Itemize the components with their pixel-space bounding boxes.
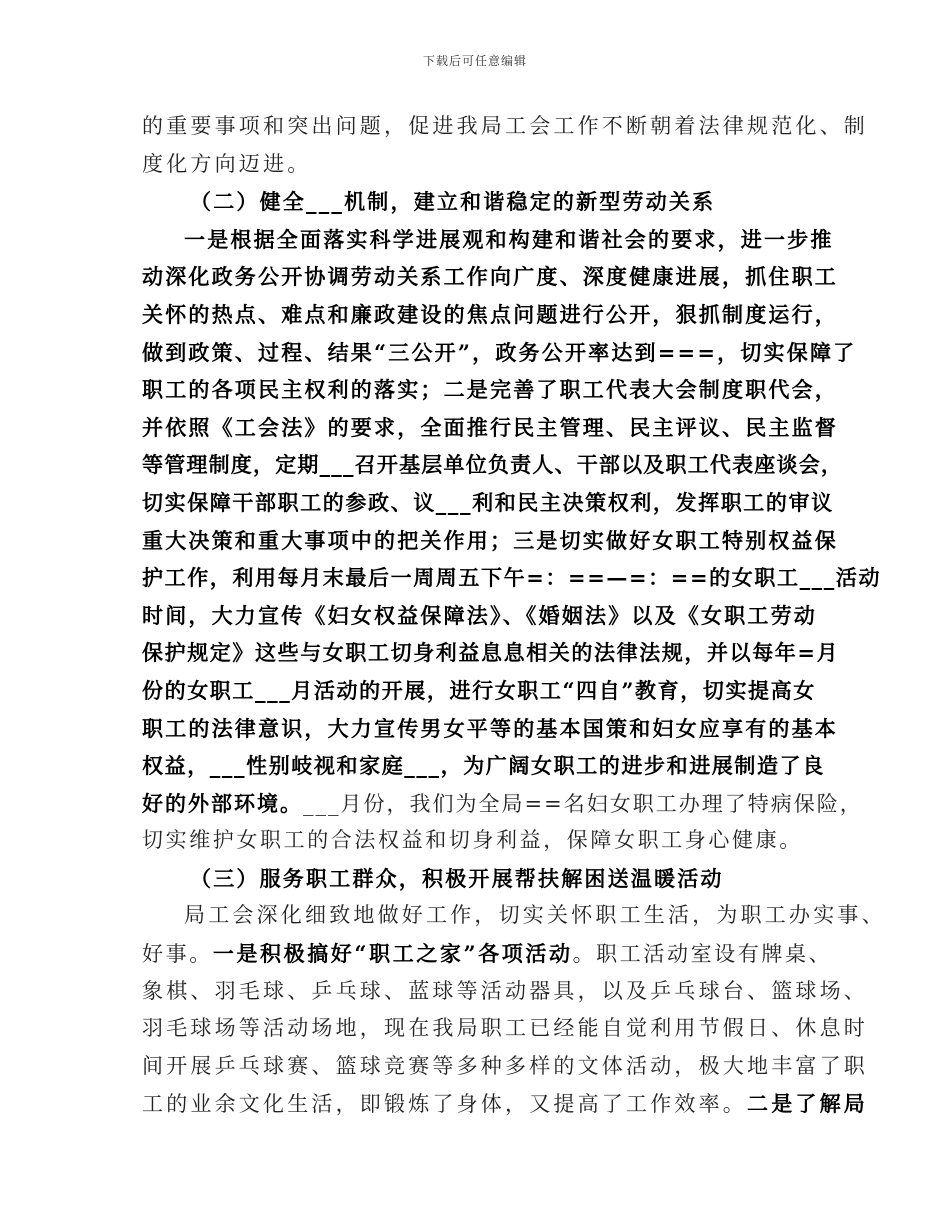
text-line [142, 785, 863, 823]
text-line: 切实维护女职工的合法权益和切身利益，保障女职工身心健康。 [142, 828, 803, 853]
text-line: 职工的各项民主权利的落实；二是完善了职工代表大会制度职代会， [142, 377, 838, 403]
section-heading: （三）服务职工群众，积极开展帮扶解困送温暖活动 [190, 865, 724, 891]
document-body [142, 108, 886, 1123]
text-line: 度化方向迈进。 [142, 151, 312, 176]
text-line: 动深化政务公开协调劳动关系工作向广度、深度健康进展，抓住职工 [142, 264, 838, 290]
text-segment: ___月份，我们为全局==名妇女职工办理了特病保险， [303, 791, 863, 816]
text-segment: 好事。 [142, 942, 213, 967]
text-line: 关怀的热点、难点和廉政建设的焦点问题进行公开，狠抓制度运行， [142, 301, 838, 327]
text-segment-bold: 二是了解局 [747, 1091, 868, 1117]
text-line: 切实保障干部职工的参政、议___利和民主决策权利，发挥职工的审议 [142, 489, 834, 515]
page-header-note: 下载后可任意编辑 [422, 54, 527, 68]
text-line: 一是根据全面落实科学进展观和构建和谐社会的要求，进一步推 [184, 226, 834, 252]
text-line [142, 1085, 868, 1123]
text-segment: 。职工活动室设有牌桌、 [572, 942, 833, 967]
text-line: 权益，___性别岐视和家庭___，为广阔女职工的进步和进展制造了良 [142, 753, 825, 779]
text-line [142, 935, 833, 973]
text-line: 局工会深化细致地做好工作，切实关怀职工生活，为职工办实事、 [184, 903, 886, 928]
text-line: 等管理制度，定期___召开基层单位负责人、干部以及职工代表座谈会， [142, 452, 844, 478]
text-segment: 工的业余文化生活，即锻炼了身体，又提高了工作效率。 [142, 1092, 747, 1117]
text-line: 做到政策、过程、结果“三公开”，政务公开率达到===，切实保障了 [142, 339, 857, 365]
text-line: 间开展乒乓球赛、篮球竞赛等多种多样的文体活动，极大地丰富了职 [142, 1053, 868, 1078]
text-line: 时间，大力宣传《妇女权益保障法》、《婚姻法》以及《女职工劳动 [142, 602, 817, 628]
text-line: 保护规定》这些与女职工切身利益息息相关的法律法规，并以每年=月 [142, 640, 840, 666]
text-line: 护工作，利用每月末最后一周周五下午=：==—=：==的女职工___活动 [142, 565, 882, 591]
text-line: 象棋、羽毛球、乒乓球、蓝球等活动器具，以及乒乓球台、篮球场、 [142, 978, 868, 1003]
text-line: 份的女职工___月活动的开展，进行女职工“四自”教育，切实提高女 [142, 677, 816, 703]
text-line: 的重要事项和突出问题，促进我局工会工作不断朝着法律规范化、制 [142, 114, 868, 138]
text-line: 羽毛球场等活动场地，现在我局职工已经能自觉利用节假日、休息时 [142, 1016, 868, 1041]
text-segment-bold: 一是积极搞好“职工之家”各项活动 [212, 941, 573, 967]
text-line: 并依照《工会法》的要求，全面推行民主管理、民主评议、民主监督 [142, 414, 838, 440]
text-line: 重大决策和重大事项中的把关作用；三是切实做好女职工特别权益保 [142, 527, 838, 553]
text-segment-bold: 好的外部环境。 [142, 790, 303, 816]
section-heading: （二）健全___机制，建立和谐稳定的新型劳动关系 [190, 189, 716, 215]
text-line: 职工的法律意识，大力宣传男女平等的基本国策和妇女应享有的基本 [142, 715, 838, 741]
